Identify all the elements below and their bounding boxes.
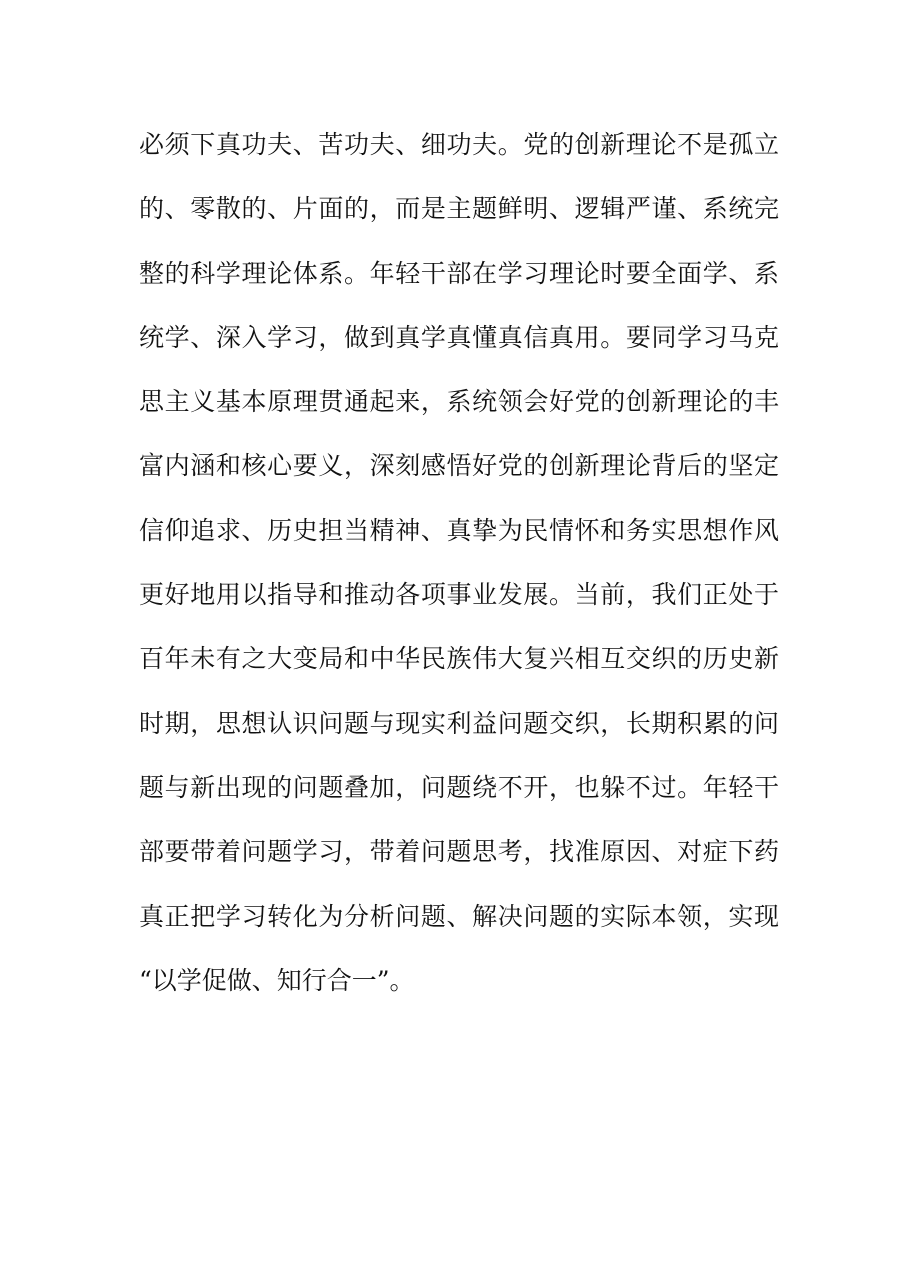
text-line-5: 思主义基本原理贯通起来，系统领会好党的创新理论的丰 — [139, 387, 779, 417]
text-line-3: 整的科学理论体系。年轻干部在学习理论时要全面学、系 — [139, 258, 779, 288]
text-line-8: 更好地用以指导和推动各项事业发展。当前，我们正处于 — [139, 580, 779, 610]
text-line-6: 富内涵和核心要义，深刻感悟好党的创新理论背后的坚定 — [139, 451, 779, 481]
text-line-7: 信仰追求、历史担当精神、真挚为民情怀和务实思想作风 — [139, 515, 779, 545]
text-line-2: 的、零散的、片面的，而是主题鲜明、逻辑严谨、系统完 — [139, 194, 779, 224]
text-line-1: 必须下真功夫、苦功夫、细功夫。党的创新理论不是孤立 — [139, 130, 779, 159]
text-line-9: 百年未有之大变局和中华民族伟大复兴相互交织的历史新 — [139, 644, 779, 674]
text-line-13: 真正把学习转化为分析问题、解决问题的实际本领，实现 — [139, 901, 779, 931]
text-line-12: 部要带着问题学习，带着问题思考，找准原因、对症下药 — [139, 837, 779, 867]
text-line-11: 题与新出现的问题叠加，问题绕不开，也躲不过。年轻干 — [139, 772, 779, 802]
text-line-10: 时期，思想认识问题与现实利益问题交织，长期积累的问 — [139, 708, 779, 738]
body-paragraph — [139, 121, 779, 1021]
text-line-4: 统学、深入学习，做到真学真懂真信真用。要同学习马克 — [139, 322, 779, 352]
text-line-14: “以学促做、知行合一”。 — [139, 965, 415, 995]
